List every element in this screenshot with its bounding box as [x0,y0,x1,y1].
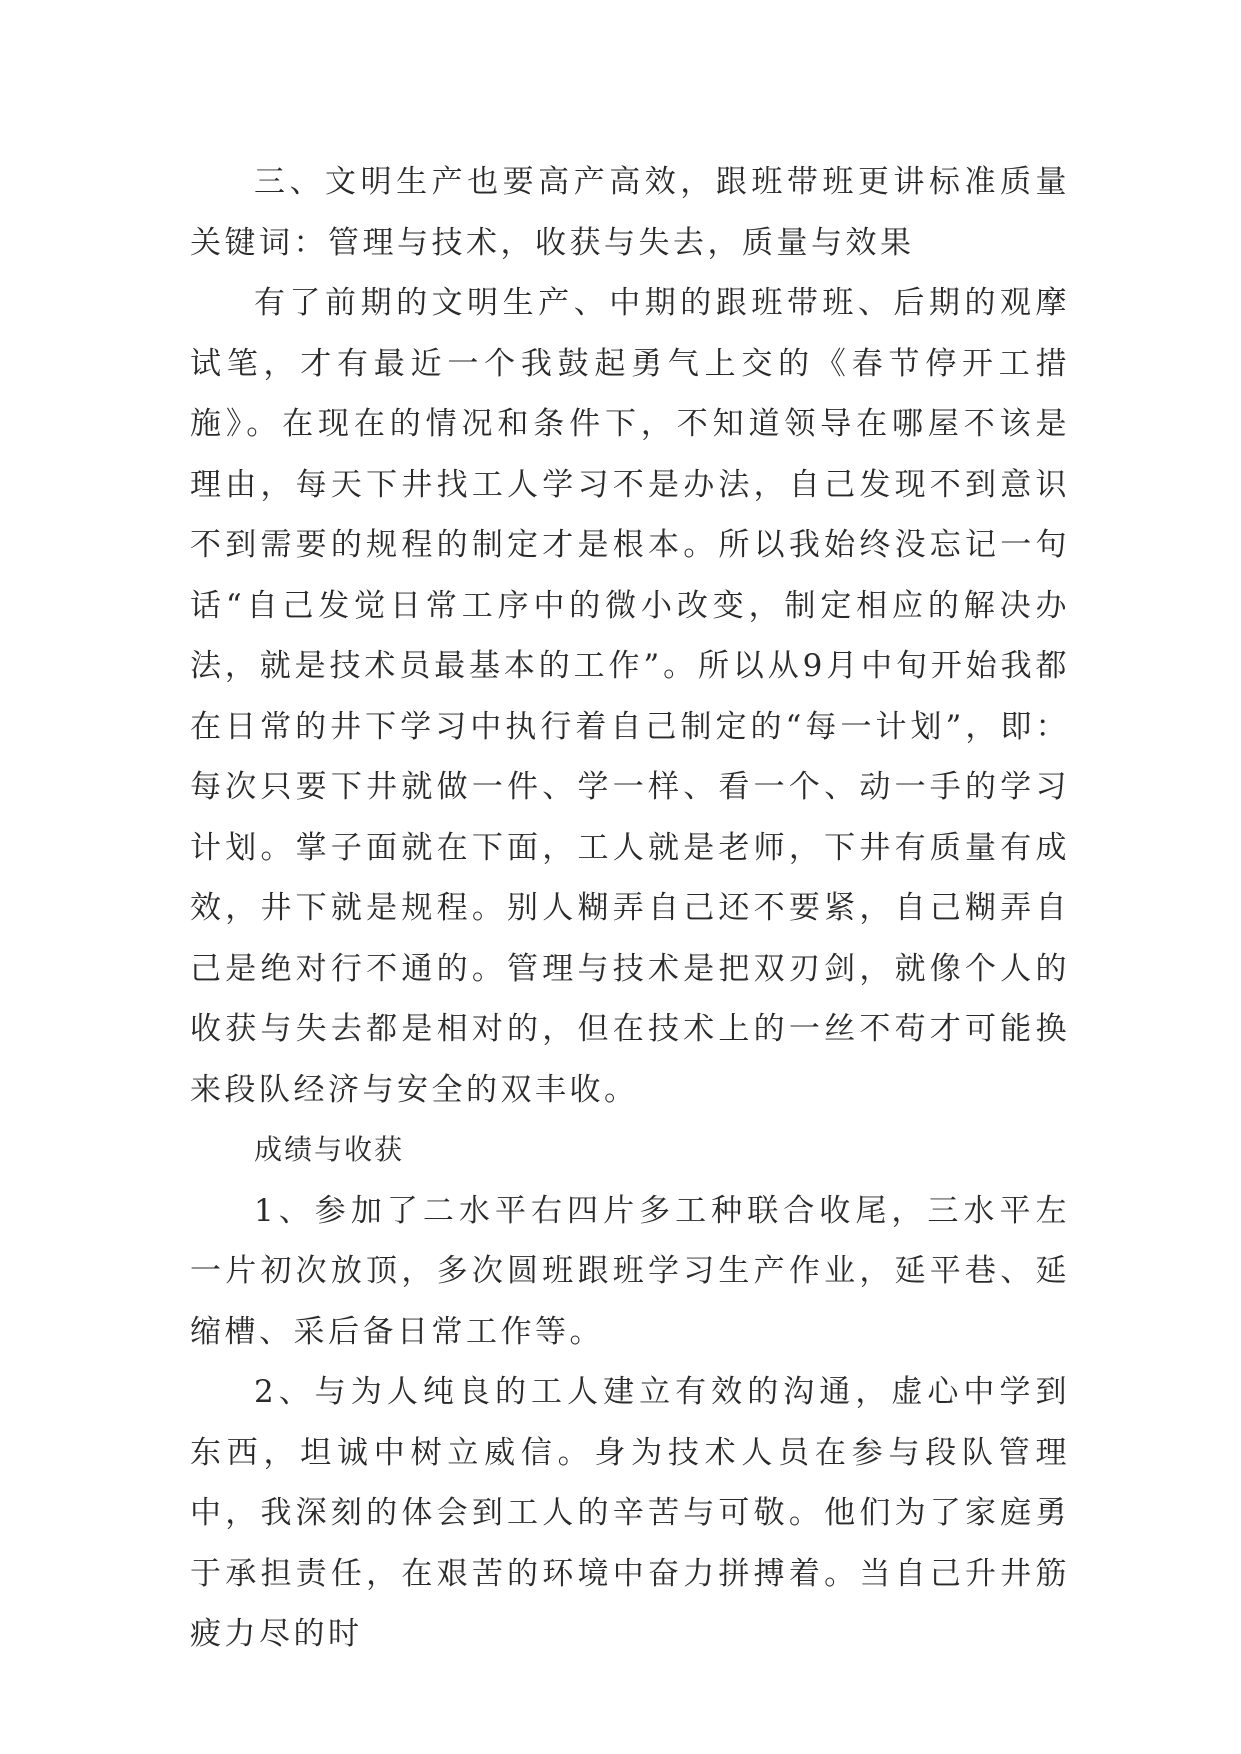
section-heading: 三、文明生产也要高产高效，跟班带班更讲标准质量关键词：管理与技术，收获与失去，质量与效果 [190,164,1070,261]
subheading-achievements: 成绩与收获 [254,1133,405,1166]
body-paragraph: 有了前期的文明生产、中期的跟班带班、后期的观摩试笔，才有最近一个我鼓起勇气上交的《春节停开工措施》。在现在的情况和条件下，不知道领导在哪屋不该是理由，每天下井找工人学习不是办法，自己发现不到意识不到需要的规程的制定才是根本。所以我始终没忘记一句话“自己发觉日常工序中的微小改变，制定相应的解决办法，就是技术员最基本的工作”。所以从9月中旬开始我都在日常的井下学习中执行着自己制定的“每一计划”，即：每次只要下井就做一件、学一样、看一个、动一手的学习计划。掌子面就在下面，工人就是老师，下井有质量有成效，井下就是规程。别人糊弄自己还不要紧，自己糊弄自己是绝对行不通的。管理与技术是把双刃剑，就像个人的收获与失去都是相对的，但在技术上的一丝不苟才可能换来段队经济与安全的双丰收。 [190,285,1070,1108]
list-item-1: 1、参加了二水平右四片多工种联合收尾，三水平左一片初次放顶，多次圆班跟班学习生产作业，延平巷、延缩槽、采后备日常工作等。 [190,1192,1070,1350]
list-item-2: 2、与为人纯良的工人建立有效的沟通，虚心中学到东西，坦诚中树立威信。身为技术人员在参与段队管理中，我深刻的体会到工人的辛苦与可敬。他们为了家庭勇于承担责任，在艰苦的环境中奋力拼搏着。当自己升井筋疲力尽的时 [190,1374,1070,1652]
document-body [190,152,1070,1665]
